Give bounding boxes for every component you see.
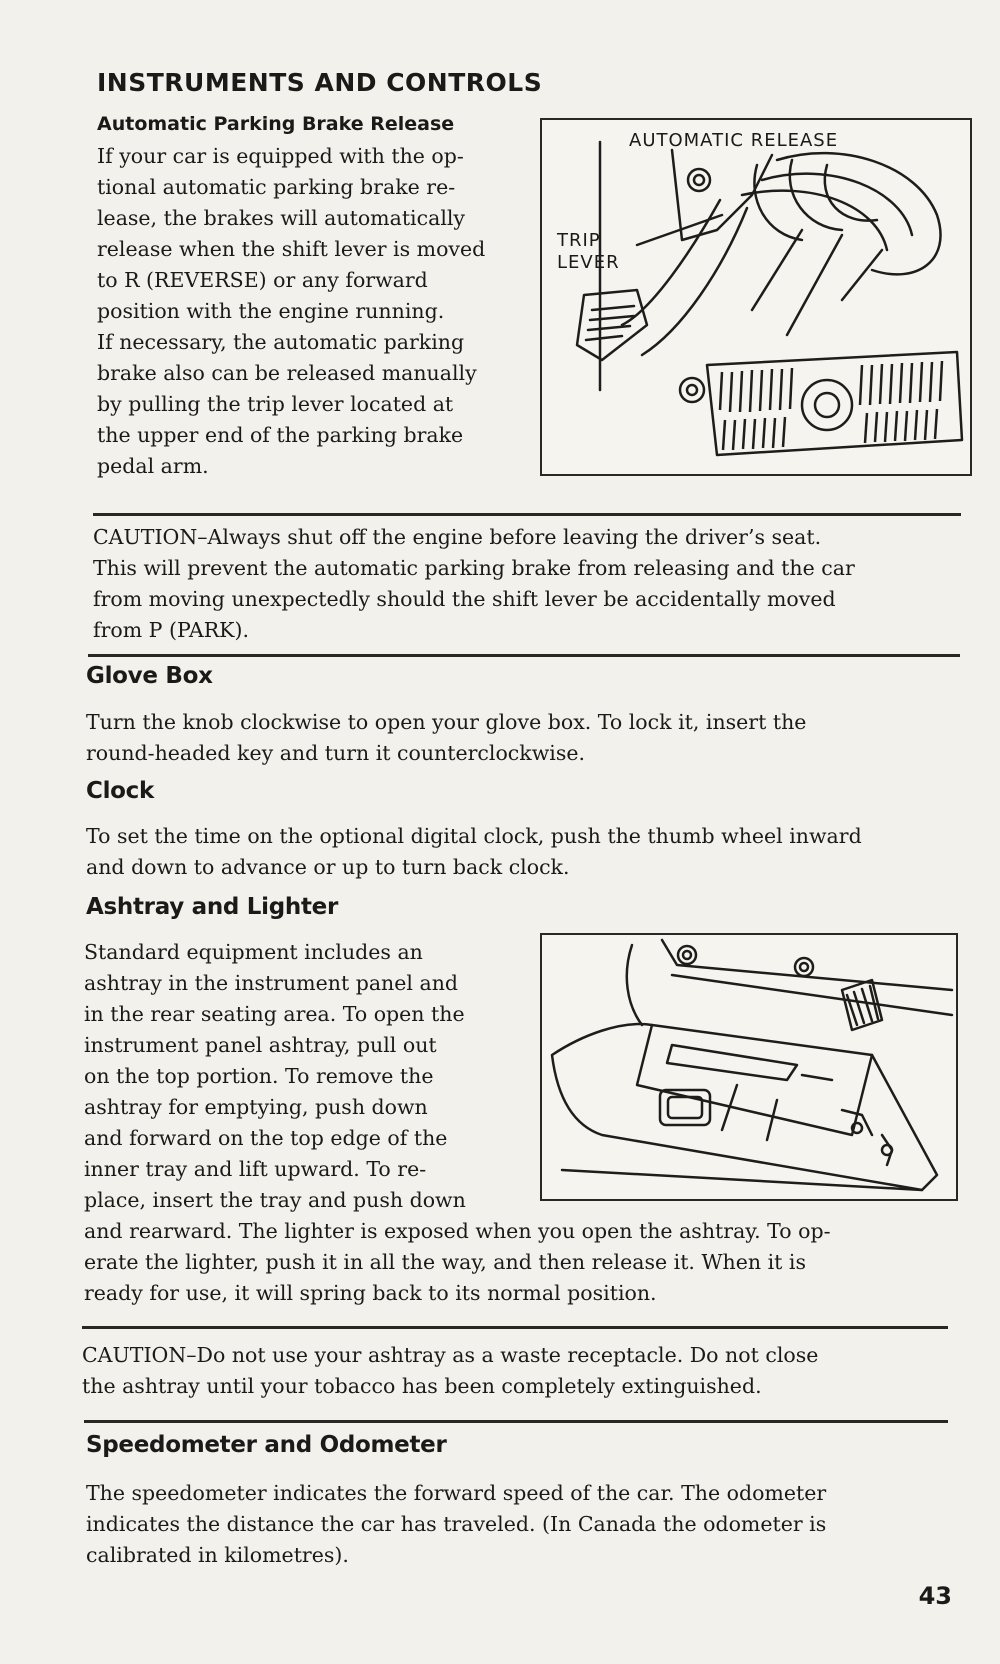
text-line: the ashtray until your tobacco has been completely extinguished. <box>82 1374 762 1398</box>
text-line: instrument panel ashtray, pull out <box>84 1033 437 1057</box>
ashtray-figure <box>540 933 958 1201</box>
text-line: inner tray and lift upward. To re- <box>84 1157 427 1181</box>
glove-box-text <box>86 707 976 769</box>
text-line: in the rear seating area. To open the <box>84 1002 465 1026</box>
text-line: ashtray for emptying, push down <box>84 1095 428 1119</box>
text-line: If your car is equipped with the op- <box>97 144 464 168</box>
speedometer-text <box>86 1478 976 1571</box>
parking-brake-figure <box>540 118 972 476</box>
text-line: from moving unexpectedly should the shift lever be accidentally moved <box>93 587 836 611</box>
section-title: INSTRUMENTS AND CONTROLS <box>97 68 543 97</box>
text-line: to R (REVERSE) or any forward <box>97 268 428 292</box>
text-line: Turn the knob clockwise to open your glove box. To lock it, insert the <box>86 710 807 734</box>
text-line: brake also can be released manually <box>97 361 477 385</box>
text-line: ready for use, it will spring back to its normal position. <box>84 1281 657 1305</box>
text-line: To set the time on the optional digital clock, push the thumb wheel inward <box>86 824 862 848</box>
glove-box-title: Glove Box <box>86 663 213 689</box>
clock-title: Clock <box>86 778 154 804</box>
text-line: CAUTION–Do not use your ashtray as a waste receptacle. Do not close <box>82 1343 819 1367</box>
section-divider <box>93 513 961 516</box>
text-line: and down to advance or up to turn back clock. <box>86 855 570 879</box>
parking-brake-illustration <box>542 120 974 478</box>
text-line: pedal arm. <box>97 454 209 478</box>
lever-label: LEVER <box>557 252 620 273</box>
text-line: round-headed key and turn it counterclockwise. <box>86 741 585 765</box>
section-divider <box>82 1326 948 1329</box>
section-divider <box>88 654 960 657</box>
text-line: indicates the distance the car has traveled. (In Canada the odometer is <box>86 1512 827 1536</box>
section-divider <box>84 1420 948 1423</box>
text-line: ashtray in the instrument panel and <box>84 971 459 995</box>
text-line: lease, the brakes will automatically <box>97 206 466 230</box>
text-line: the upper end of the parking brake <box>97 423 464 447</box>
text-line: and rearward. The lighter is exposed when you open the ashtray. To op- <box>84 1219 831 1243</box>
ashtray-text-continued <box>84 1216 984 1309</box>
ashtray-text <box>84 937 514 1216</box>
text-line: CAUTION–Always shut off the engine before leaving the driver’s seat. <box>93 525 822 549</box>
text-line: release when the shift lever is moved <box>97 237 486 261</box>
ashtray-title: Ashtray and Lighter <box>86 894 338 920</box>
clock-text <box>86 821 986 883</box>
text-line: Standard equipment includes an <box>84 940 423 964</box>
speedometer-title: Speedometer and Odometer <box>86 1432 447 1458</box>
ashtray-illustration <box>542 935 960 1203</box>
text-line: This will prevent the automatic parking brake from releasing and the car <box>93 556 855 580</box>
text-line: The speedometer indicates the forward speed of the car. The odometer <box>86 1481 827 1505</box>
text-line: position with the engine running. <box>97 299 445 323</box>
text-line: place, insert the tray and push down <box>84 1188 466 1212</box>
automatic-release-label: AUTOMATIC RELEASE <box>629 130 839 151</box>
text-line: If necessary, the automatic parking <box>97 330 465 354</box>
page-number: 43 <box>918 1582 952 1610</box>
trip-label: TRIP <box>557 230 601 251</box>
parking-brake-subtitle: Automatic Parking Brake Release <box>97 113 455 135</box>
text-line: tional automatic parking brake re- <box>97 175 456 199</box>
text-line: calibrated in kilometres). <box>86 1543 349 1567</box>
caution-parking-brake <box>93 522 973 646</box>
caution-ashtray <box>82 1340 972 1402</box>
text-line: by pulling the trip lever located at <box>97 392 454 416</box>
text-line: from P (PARK). <box>93 618 249 642</box>
text-line: on the top portion. To remove the <box>84 1064 434 1088</box>
text-line: erate the lighter, push it in all the way, and then release it. When it is <box>84 1250 806 1274</box>
parking-brake-text <box>97 141 527 482</box>
text-line: and forward on the top edge of the <box>84 1126 448 1150</box>
